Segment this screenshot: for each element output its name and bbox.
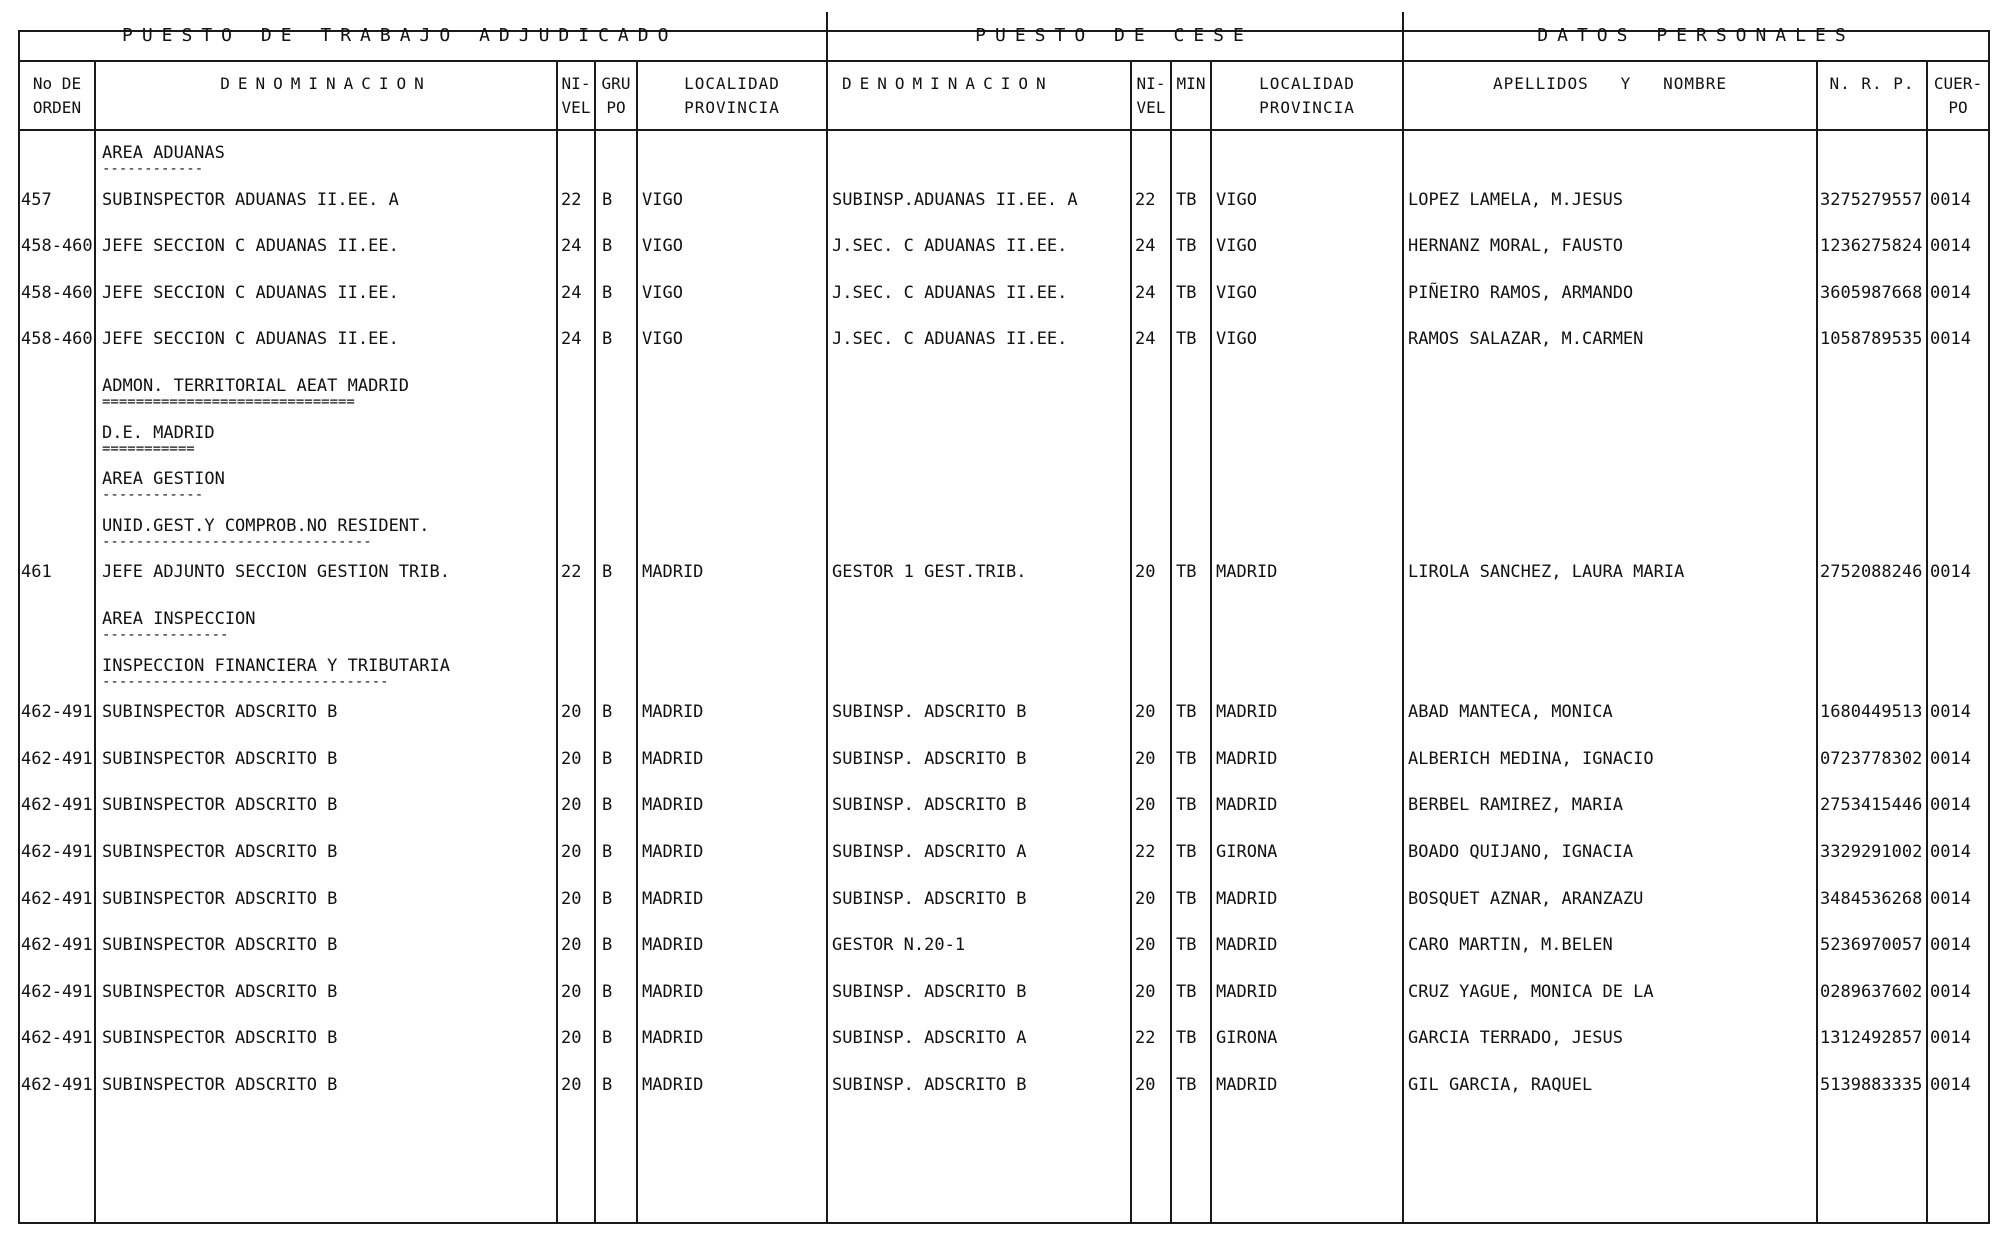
nombre-cell: HERNANZ MORAL, FAUSTO [1408, 236, 1623, 257]
nrp-cell: 1236275824 [1820, 236, 1923, 257]
header-nivel-line1: NI- [561, 74, 591, 93]
nombre-cell: ALBERICH MEDINA, IGNACIO [1408, 748, 1654, 769]
denominacion-cell: SUBINSPECTOR ADSCRITO B [102, 795, 338, 816]
nrp-cell: 5236970057 [1820, 935, 1923, 956]
nivel-cell: 20 [561, 888, 582, 909]
cese-min-cell: TB [1176, 748, 1197, 769]
header-localidad-line1: LOCALIDAD [684, 74, 780, 93]
cese-denominacion-cell: SUBINSP. ADSCRITO A [832, 842, 1027, 862]
nrp-cell: 0289637602 [1820, 981, 1923, 1002]
cese-min-cell: TB [1176, 1028, 1197, 1049]
section-underline: ------------ [102, 487, 204, 504]
cese-localidad-cell: VIGO [1216, 329, 1257, 350]
denominacion-cell: SUBINSPECTOR ADSCRITO B [102, 748, 338, 769]
header-cuerpo-line2: PO [1948, 98, 1968, 117]
denominacion-cell: JEFE SECCION C ADUANAS II.EE. [102, 329, 399, 350]
orden-cell: 462-491 [21, 935, 93, 956]
header-grupo-line2: PO [606, 98, 626, 117]
orden-cell: 458-460 [21, 329, 93, 350]
col-divider-nivel [594, 60, 596, 1224]
localidad-cell: VIGO [642, 189, 683, 210]
cese-localidad-cell: VIGO [1216, 282, 1257, 303]
header-cese-nivel-line1: NI- [1136, 74, 1166, 93]
orden-cell: 458-460 [21, 236, 93, 257]
cuerpo-cell: 0014 [1930, 1028, 1971, 1049]
cese-nivel-cell: 20 [1135, 702, 1156, 723]
nivel-cell: 20 [561, 981, 582, 1002]
header-denominacion: DENOMINACION [220, 74, 432, 93]
section-underline: ============================== [102, 394, 355, 410]
cese-denominacion-cell: J.SEC. C ADUANAS II.EE. [832, 282, 1068, 303]
nrp-cell: 1312492857 [1820, 1028, 1923, 1049]
localidad-cell: MADRID [642, 748, 704, 769]
nivel-cell: 20 [561, 1075, 582, 1095]
nombre-cell: CRUZ YAGUE, MONICA DE LA [1408, 981, 1654, 1002]
nombre-cell: LOPEZ LAMELA, M.JESUS [1408, 189, 1623, 210]
orden-cell: 462-491 [21, 842, 93, 862]
cuerpo-cell: 0014 [1930, 748, 1971, 769]
cese-nivel-cell: 24 [1135, 282, 1156, 303]
col-divider-cese-min [1210, 60, 1212, 1224]
denominacion-cell: SUBINSPECTOR ADSCRITO B [102, 981, 338, 1002]
header-cese-nivel-line2: VEL [1136, 98, 1166, 117]
header-cese-denominacion: DENOMINACION [842, 74, 1054, 93]
grupo-cell: B [602, 842, 613, 862]
cese-localidad-cell: GIRONA [1216, 842, 1278, 862]
nrp-cell: 1680449513 [1820, 702, 1923, 723]
cese-nivel-cell: 22 [1135, 842, 1156, 862]
localidad-cell: VIGO [642, 282, 683, 303]
section-heading: ADMON. TERRITORIAL AEAT MADRID [102, 376, 410, 396]
nombre-cell: RAMOS SALAZAR, M.CARMEN [1408, 329, 1644, 350]
cese-personales-divider [1402, 12, 1404, 1224]
localidad-cell: MADRID [642, 1028, 704, 1049]
section-underline: =========== [102, 440, 195, 457]
grupo-cell: B [602, 935, 613, 956]
localidad-cell: MADRID [642, 935, 704, 956]
cese-denominacion-cell: J.SEC. C ADUANAS II.EE. [832, 236, 1068, 257]
col-divider-cese-denominacion [1130, 60, 1132, 1224]
cese-min-cell: TB [1176, 888, 1197, 909]
localidad-cell: MADRID [642, 842, 704, 862]
group-header-adjudicado: PUESTO DE TRABAJO ADJUDICADO [122, 25, 678, 46]
col-divider-nombre [1816, 60, 1818, 1224]
nivel-cell: 22 [561, 562, 582, 583]
grupo-cell: B [602, 888, 613, 909]
cese-nivel-cell: 20 [1135, 748, 1156, 769]
cuerpo-cell: 0014 [1930, 236, 1971, 257]
orden-cell: 462-491 [21, 981, 93, 1002]
cese-denominacion-cell: SUBINSP. ADSCRITO B [832, 1075, 1027, 1095]
cese-nivel-cell: 20 [1135, 562, 1156, 583]
cuerpo-cell: 0014 [1930, 935, 1971, 956]
header-grupo-line1: GRU [601, 74, 631, 93]
nombre-cell: GARCIA TERRADO, JESUS [1408, 1028, 1623, 1049]
orden-cell: 462-491 [21, 888, 93, 909]
header-orden-line2: ORDEN [32, 98, 82, 117]
cese-min-cell: TB [1176, 935, 1197, 956]
localidad-cell: VIGO [642, 329, 683, 350]
nombre-cell: BOSQUET AZNAR, ARANZAZU [1408, 888, 1644, 909]
nrp-cell: 3605987668 [1820, 282, 1923, 303]
cese-denominacion-cell: SUBINSP. ADSCRITO B [832, 981, 1027, 1002]
cese-localidad-cell: MADRID [1216, 1075, 1278, 1095]
nivel-cell: 20 [561, 935, 582, 956]
section-underline: ------------ [102, 161, 204, 177]
nivel-cell: 24 [561, 329, 582, 350]
section-underline: -------------------------------- [102, 533, 372, 550]
cese-denominacion-cell: J.SEC. C ADUANAS II.EE. [832, 329, 1068, 350]
cese-denominacion-cell: GESTOR N.20-1 [832, 935, 966, 956]
localidad-cell: MADRID [642, 888, 704, 909]
cese-localidad-cell: MADRID [1216, 888, 1278, 909]
nombre-cell: ABAD MANTECA, MONICA [1408, 702, 1613, 723]
header-cese-localidad-line2: PROVINCIA [1259, 98, 1355, 117]
cese-min-cell: TB [1176, 329, 1197, 350]
cese-min-cell: TB [1176, 795, 1197, 816]
adjudicado-cese-divider [826, 12, 828, 1224]
nrp-cell: 3484536268 [1820, 888, 1923, 909]
cese-nivel-cell: 20 [1135, 888, 1156, 909]
left-border [18, 30, 20, 1224]
cese-denominacion-cell: SUBINSP. ADSCRITO B [832, 748, 1027, 769]
nivel-cell: 24 [561, 282, 582, 303]
denominacion-cell: SUBINSPECTOR ADSCRITO B [102, 888, 338, 909]
header-apellidos-nombre: APELLIDOS Y NOMBRE [1493, 74, 1727, 93]
cuerpo-cell: 0014 [1930, 189, 1971, 210]
cese-localidad-cell: MADRID [1216, 795, 1278, 816]
header-cese-localidad-line1: LOCALIDAD [1259, 74, 1355, 93]
cuerpo-cell: 0014 [1930, 282, 1971, 303]
nivel-cell: 20 [561, 748, 582, 769]
cese-denominacion-cell: GESTOR 1 GEST.TRIB. [832, 562, 1027, 583]
cese-localidad-cell: MADRID [1216, 935, 1278, 956]
cese-localidad-cell: MADRID [1216, 562, 1278, 583]
cese-localidad-cell: MADRID [1216, 748, 1278, 769]
cese-min-cell: TB [1176, 842, 1197, 862]
col-divider-cese-nivel [1170, 60, 1172, 1224]
cese-localidad-cell: VIGO [1216, 189, 1257, 210]
col-divider-nrp [1926, 60, 1928, 1224]
cese-nivel-cell: 20 [1135, 981, 1156, 1002]
col-divider-grupo [636, 60, 638, 1224]
orden-cell: 461 [21, 562, 52, 583]
grupo-cell: B [602, 748, 613, 769]
group-header-personales: DATOS PERSONALES [1537, 25, 1855, 46]
group-header-rule [18, 60, 1990, 62]
nrp-cell: 1058789535 [1820, 329, 1923, 350]
nivel-cell: 24 [561, 236, 582, 257]
nombre-cell: LIROLA SANCHEZ, LAURA MARIA [1408, 562, 1685, 583]
denominacion-cell: SUBINSPECTOR ADSCRITO B [102, 702, 338, 723]
localidad-cell: MADRID [642, 562, 704, 583]
cese-nivel-cell: 20 [1135, 1075, 1156, 1095]
cese-min-cell: TB [1176, 702, 1197, 723]
cuerpo-cell: 0014 [1930, 702, 1971, 723]
localidad-cell: MADRID [642, 1075, 704, 1095]
nombre-cell: PIÑEIRO RAMOS, ARMANDO [1408, 282, 1634, 303]
section-heading: AREA INSPECCION [102, 609, 256, 629]
denominacion-cell: JEFE ADJUNTO SECCION GESTION TRIB. [102, 562, 450, 583]
cese-nivel-cell: 22 [1135, 1028, 1156, 1049]
orden-cell: 462-491 [21, 702, 93, 723]
denominacion-cell: SUBINSPECTOR ADSCRITO B [102, 1028, 338, 1049]
nombre-cell: BERBEL RAMIREZ, MARIA [1408, 795, 1623, 816]
denominacion-cell: JEFE SECCION C ADUANAS II.EE. [102, 236, 399, 257]
denominacion-cell: JEFE SECCION C ADUANAS II.EE. [102, 282, 399, 303]
cese-denominacion-cell: SUBINSP. ADSCRITO B [832, 702, 1027, 723]
nombre-cell: GIL GARCIA, RAQUEL [1408, 1075, 1593, 1095]
cuerpo-cell: 0014 [1930, 795, 1971, 816]
grupo-cell: B [602, 1028, 613, 1049]
orden-cell: 462-491 [21, 1028, 93, 1049]
column-header-rule [18, 129, 1990, 131]
cuerpo-cell: 0014 [1930, 329, 1971, 350]
group-header-cese: PUESTO DE CESE [975, 25, 1253, 46]
nrp-cell: 0723778302 [1820, 748, 1923, 769]
cese-min-cell: TB [1176, 1075, 1197, 1095]
cese-nivel-cell: 24 [1135, 329, 1156, 350]
cese-min-cell: TB [1176, 282, 1197, 303]
cese-min-cell: TB [1176, 562, 1197, 583]
cese-nivel-cell: 20 [1135, 935, 1156, 956]
grupo-cell: B [602, 1075, 613, 1095]
grupo-cell: B [602, 562, 613, 583]
section-underline: ---------------------------------- [102, 673, 389, 690]
header-cese-min: MIN [1176, 74, 1206, 93]
denominacion-cell: SUBINSPECTOR ADSCRITO B [102, 1075, 338, 1095]
right-border [1988, 30, 1990, 1224]
localidad-cell: MADRID [642, 981, 704, 1002]
cuerpo-cell: 0014 [1930, 981, 1971, 1002]
localidad-cell: MADRID [642, 795, 704, 816]
cuerpo-cell: 0014 [1930, 888, 1971, 909]
header-nrp: N. R. P. [1829, 74, 1915, 93]
nivel-cell: 20 [561, 842, 582, 862]
nivel-cell: 22 [561, 189, 582, 210]
cese-localidad-cell: MADRID [1216, 981, 1278, 1002]
grupo-cell: B [602, 795, 613, 816]
grupo-cell: B [602, 282, 613, 303]
cese-denominacion-cell: SUBINSP.ADUANAS II.EE. A [832, 189, 1078, 210]
col-divider-denominacion [556, 60, 558, 1224]
localidad-cell: MADRID [642, 702, 704, 723]
grupo-cell: B [602, 329, 613, 350]
cuerpo-cell: 0014 [1930, 562, 1971, 583]
nrp-cell: 3275279557 [1820, 189, 1923, 210]
orden-cell: 462-491 [21, 748, 93, 769]
header-orden-line1: No DE [32, 74, 82, 93]
col-divider-orden [94, 60, 96, 1224]
cuerpo-cell: 0014 [1930, 842, 1971, 862]
nivel-cell: 20 [561, 795, 582, 816]
denominacion-cell: SUBINSPECTOR ADSCRITO B [102, 935, 338, 956]
nombre-cell: CARO MARTIN, M.BELEN [1408, 935, 1613, 956]
header-cuerpo-line1: CUER- [1933, 74, 1983, 93]
cese-denominacion-cell: SUBINSP. ADSCRITO B [832, 888, 1027, 909]
cuerpo-cell: 0014 [1930, 1075, 1971, 1095]
section-underline: --------------- [102, 627, 229, 643]
cese-min-cell: TB [1176, 981, 1197, 1002]
bottom-rule [18, 1222, 1990, 1224]
cese-denominacion-cell: SUBINSP. ADSCRITO B [832, 795, 1027, 816]
orden-cell: 462-491 [21, 795, 93, 816]
localidad-cell: VIGO [642, 236, 683, 257]
nivel-cell: 20 [561, 1028, 582, 1049]
denominacion-cell: SUBINSPECTOR ADUANAS II.EE. A [102, 189, 399, 210]
cese-denominacion-cell: SUBINSP. ADSCRITO A [832, 1028, 1027, 1049]
nrp-cell: 2752088246 [1820, 562, 1923, 583]
section-heading: AREA GESTION [102, 469, 225, 490]
section-heading: AREA ADUANAS [102, 143, 225, 163]
orden-cell: 458-460 [21, 282, 93, 303]
nrp-cell: 5139883335 [1820, 1075, 1923, 1095]
nombre-cell: BOADO QUIJANO, IGNACIA [1408, 842, 1634, 862]
cese-localidad-cell: GIRONA [1216, 1028, 1278, 1049]
orden-cell: 462-491 [21, 1075, 93, 1095]
cese-localidad-cell: VIGO [1216, 236, 1257, 257]
section-heading: D.E. MADRID [102, 422, 215, 443]
grupo-cell: B [602, 981, 613, 1002]
cese-min-cell: TB [1176, 236, 1197, 257]
section-heading: INSPECCION FINANCIERA Y TRIBUTARIA [102, 655, 450, 676]
cese-nivel-cell: 24 [1135, 236, 1156, 257]
orden-cell: 457 [21, 189, 52, 210]
cese-localidad-cell: MADRID [1216, 702, 1278, 723]
grupo-cell: B [602, 702, 613, 723]
grupo-cell: B [602, 189, 613, 210]
nrp-cell: 3329291002 [1820, 842, 1923, 862]
section-heading: UNID.GEST.Y COMPROB.NO RESIDENT. [102, 515, 430, 536]
nivel-cell: 20 [561, 702, 582, 723]
cese-nivel-cell: 22 [1135, 189, 1156, 210]
header-nivel-line2: VEL [561, 98, 591, 117]
nrp-cell: 2753415446 [1820, 795, 1923, 816]
denominacion-cell: SUBINSPECTOR ADSCRITO B [102, 842, 338, 862]
grupo-cell: B [602, 236, 613, 257]
cese-min-cell: TB [1176, 189, 1197, 210]
cese-nivel-cell: 20 [1135, 795, 1156, 816]
header-localidad-line2: PROVINCIA [684, 98, 780, 117]
